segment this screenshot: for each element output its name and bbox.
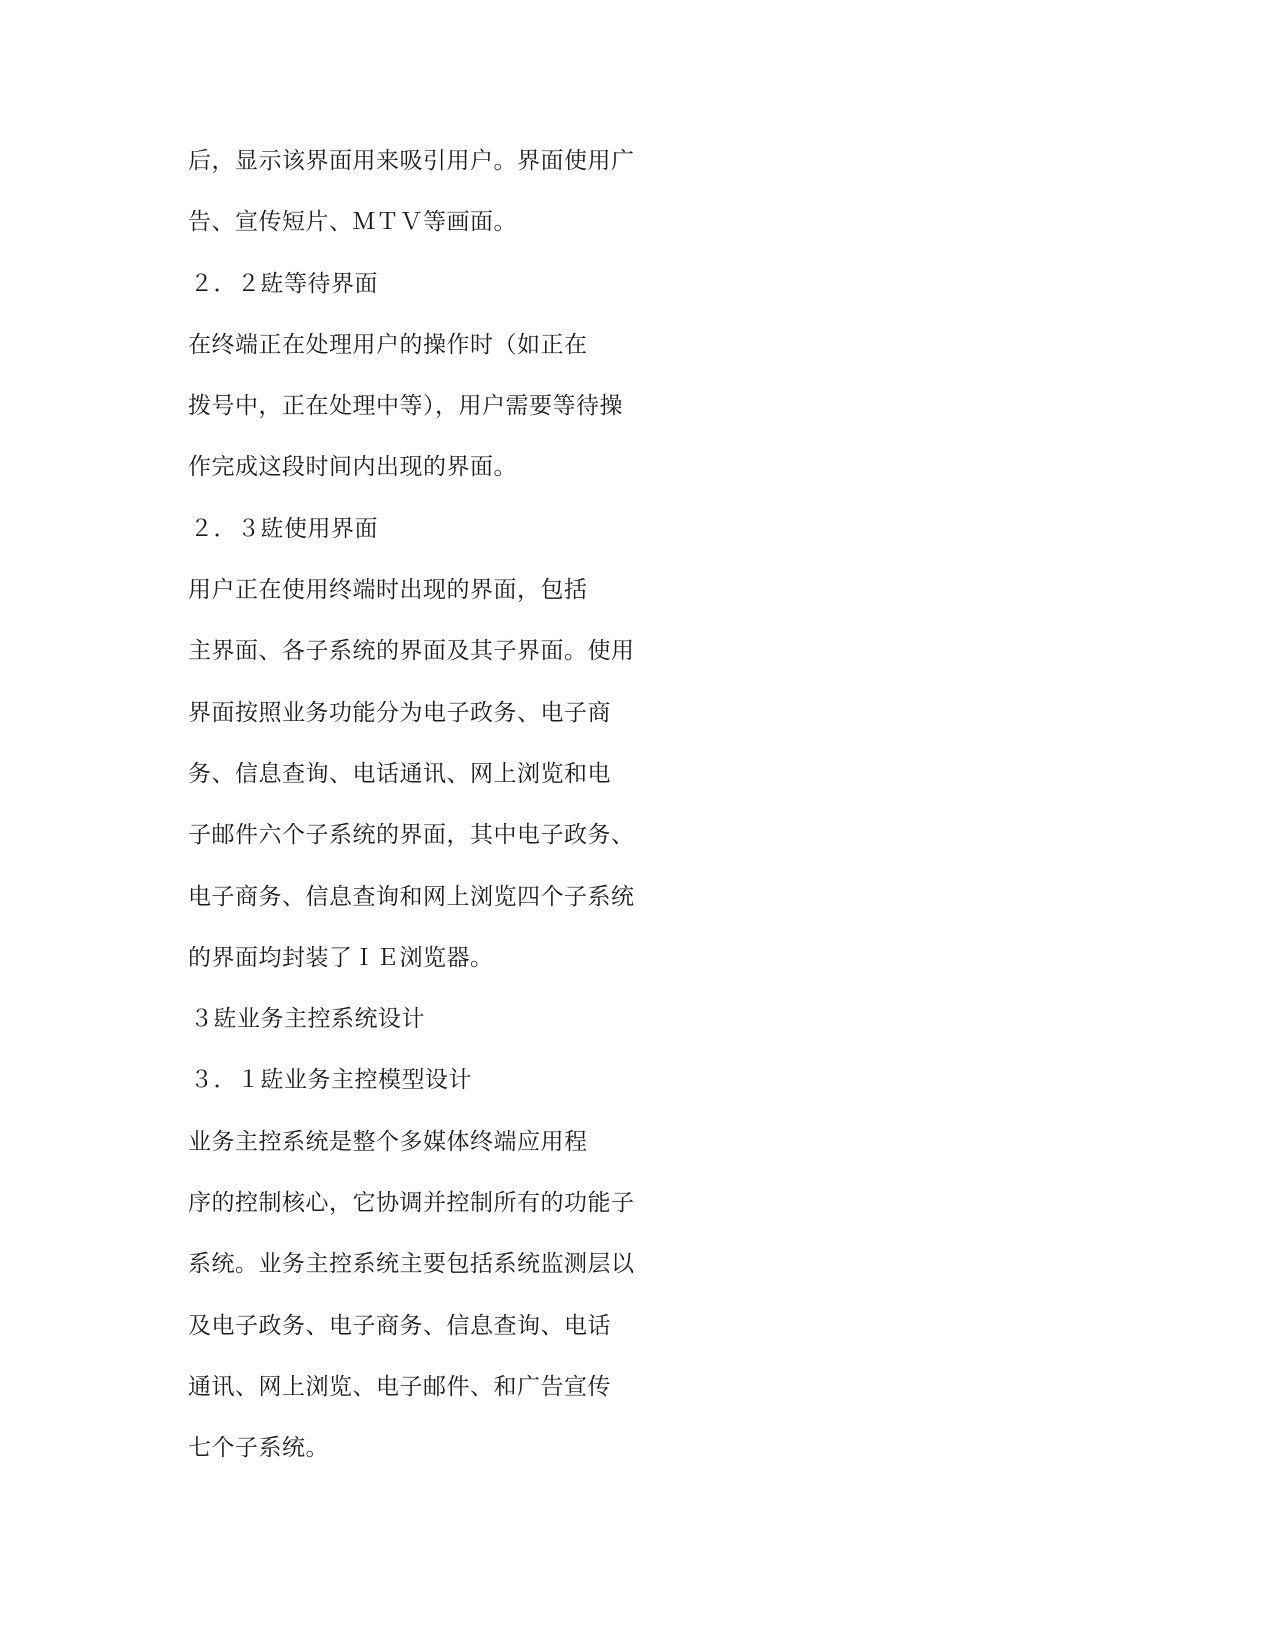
paragraph-line: 系统。业务主控系统主要包括系统监测层以 — [188, 1251, 635, 1278]
paragraph-line: 业务主控系统是整个多媒体终端应用程 — [188, 1128, 588, 1155]
paragraph-line: 作完成这段时间内出现的界面。 — [188, 454, 517, 481]
paragraph-line: 通讯、网上浏览、电子邮件、和广告宣传 — [188, 1373, 611, 1400]
paragraph-line: 用户正在使用终端时出现的界面，包括 — [188, 577, 588, 604]
paragraph-line: 告、宣传短片、ＭＴＶ等画面。 — [188, 209, 517, 236]
paragraph-line: 拨号中，正在处理中等），用户需要等待操 — [188, 393, 623, 420]
paragraph-line: 七个子系统。 — [188, 1435, 329, 1462]
paragraph-line: 主界面、各子系统的界面及其子界面。使用 — [188, 638, 635, 665]
paragraph-line: 的界面均封装了ＩＥ浏览器。 — [188, 944, 494, 971]
paragraph-line: 界面按照业务功能分为电子政务、电子商 — [188, 699, 611, 726]
paragraph-line: 后，显示该界面用来吸引用户。界面使用广 — [188, 148, 635, 174]
section-heading: ２．３䦈使用界面 — [190, 515, 378, 542]
paragraph-line: 及电子政务、电子商务、信息查询、电话 — [188, 1312, 611, 1339]
paragraph-line: 在终端正在处理用户的操作时（如正在 — [188, 331, 588, 358]
paragraph-line: 电子商务、信息查询和网上浏览四个子系统 — [188, 883, 635, 910]
section-heading: ２．２䦈等待界面 — [190, 270, 378, 297]
document-body — [188, 140, 688, 1489]
paragraph-line: 务、信息查询、电话通讯、网上浏览和电 — [188, 760, 611, 787]
chapter-heading: ３䦈业务主控系统设计 — [190, 1006, 425, 1033]
section-heading: ３．１䦈业务主控模型设计 — [190, 1067, 472, 1094]
paragraph-line: 序的控制核心，它协调并控制所有的功能子 — [188, 1190, 635, 1217]
paragraph-line: 子邮件六个子系统的界面，其中电子政务、 — [188, 822, 635, 849]
